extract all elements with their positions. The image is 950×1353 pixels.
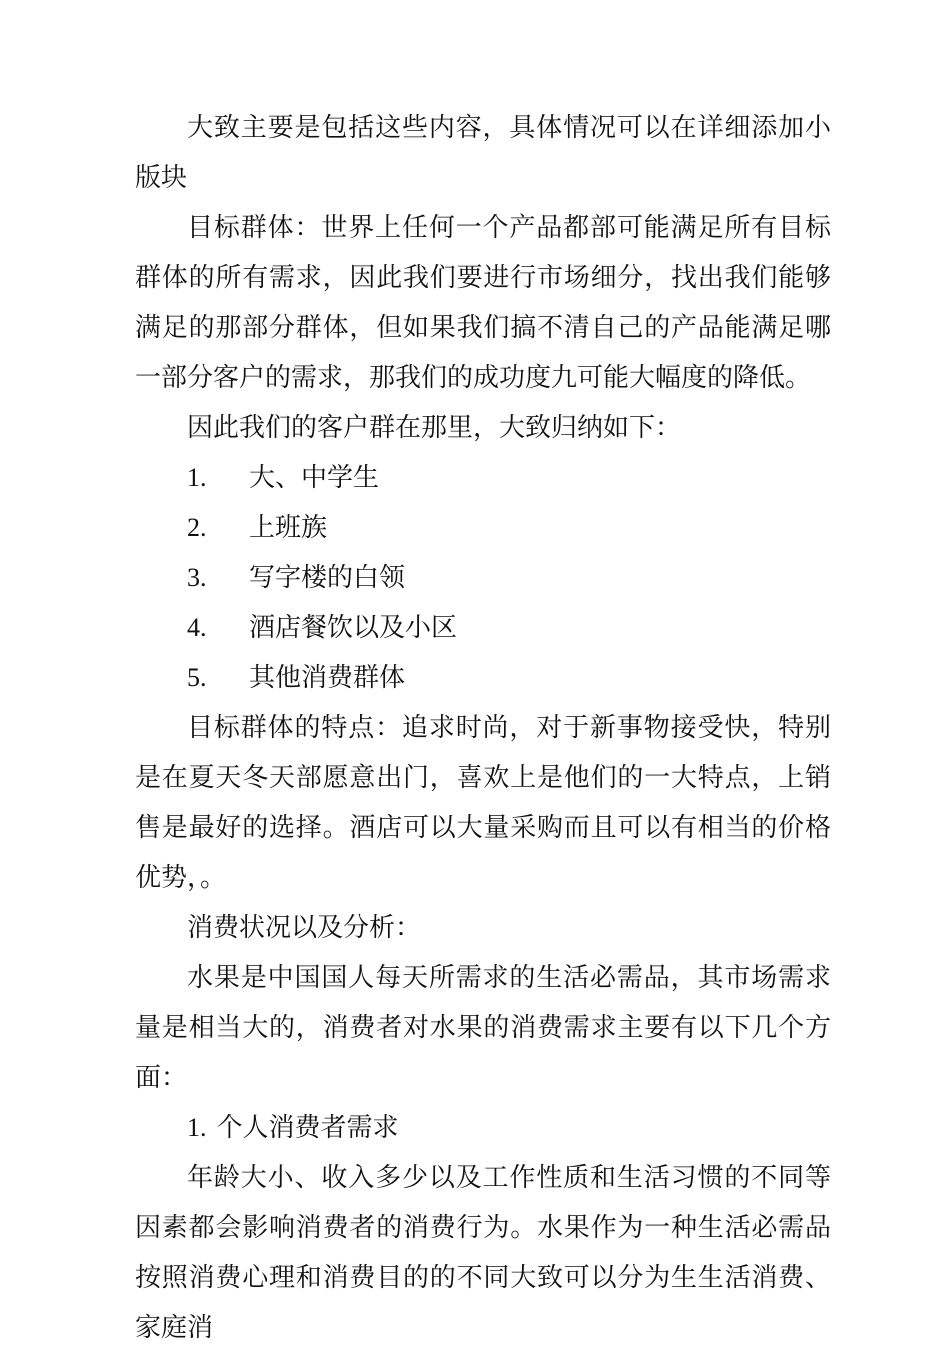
- paragraph-customer-group: 因此我们的客户群在那里，大致归纳如下：: [187, 413, 682, 443]
- list-item-number: 5.: [187, 663, 207, 692]
- list-item-number: 1.: [187, 463, 207, 492]
- paragraph-intro: 大致主要是包括这些内容，具体情况可以在详细添加小版块: [135, 113, 831, 193]
- paragraph-target-group: 目标群体：世界上任何一个产品都部可能满足所有目标群体的所有需求，因此我们要进行市场细分，找出我们能够满足的那部分群体，但如果我们搞不清自己的产品能满足哪一部分客户的需求，那我们的成功度九可能大幅度的降低。: [135, 213, 831, 393]
- paragraph-target-features: 目标群体的特点：追求时尚，对于新事物接受快，特别是在夏天冬天部愿意出门，喜欢上是他们的一大特点，上销售是最好的选择。酒店可以大量采购而且可以有相当的价格优势，。: [135, 713, 831, 893]
- list-item-text: 其他消费群体: [249, 663, 406, 693]
- paragraph-fruit-demand: 水果是中国国人每天所需求的生活必需品，其市场需求量是相当大的，消费者对水果的消费需求主要有以下几个方面：: [135, 963, 831, 1093]
- list-item-text: 写字楼的白领: [249, 563, 406, 593]
- sub-heading-text: 个人消费者需求: [216, 1113, 399, 1143]
- paragraph-consumer-behavior: 年龄大小、收入多少以及工作性质和生活习惯的不同等因素都会影响消费者的消费行为。水果作为一种生活必需品按照消费心理和消费目的的不同大致可以分为生生活消费、家庭消: [135, 1163, 831, 1343]
- list-item: [135, 653, 831, 703]
- customer-list: [135, 453, 831, 703]
- list-item-number: 3.: [187, 563, 207, 592]
- document-body: [135, 103, 831, 1353]
- sub-heading-number: 1.: [187, 1113, 207, 1142]
- list-item: [135, 603, 831, 653]
- list-item: [135, 503, 831, 553]
- list-item-number: 2.: [187, 513, 207, 542]
- list-item-text: 大、中学生: [249, 463, 380, 493]
- paragraph-consumption-heading: 消费状况以及分析：: [187, 913, 422, 943]
- list-item-text: 上班族: [249, 513, 328, 543]
- list-item: [135, 453, 831, 503]
- sub-heading-personal-demand: [135, 1103, 831, 1153]
- list-item: [135, 553, 831, 603]
- list-item-number: 4.: [187, 613, 207, 642]
- list-item-text: 酒店餐饮以及小区: [249, 613, 458, 643]
